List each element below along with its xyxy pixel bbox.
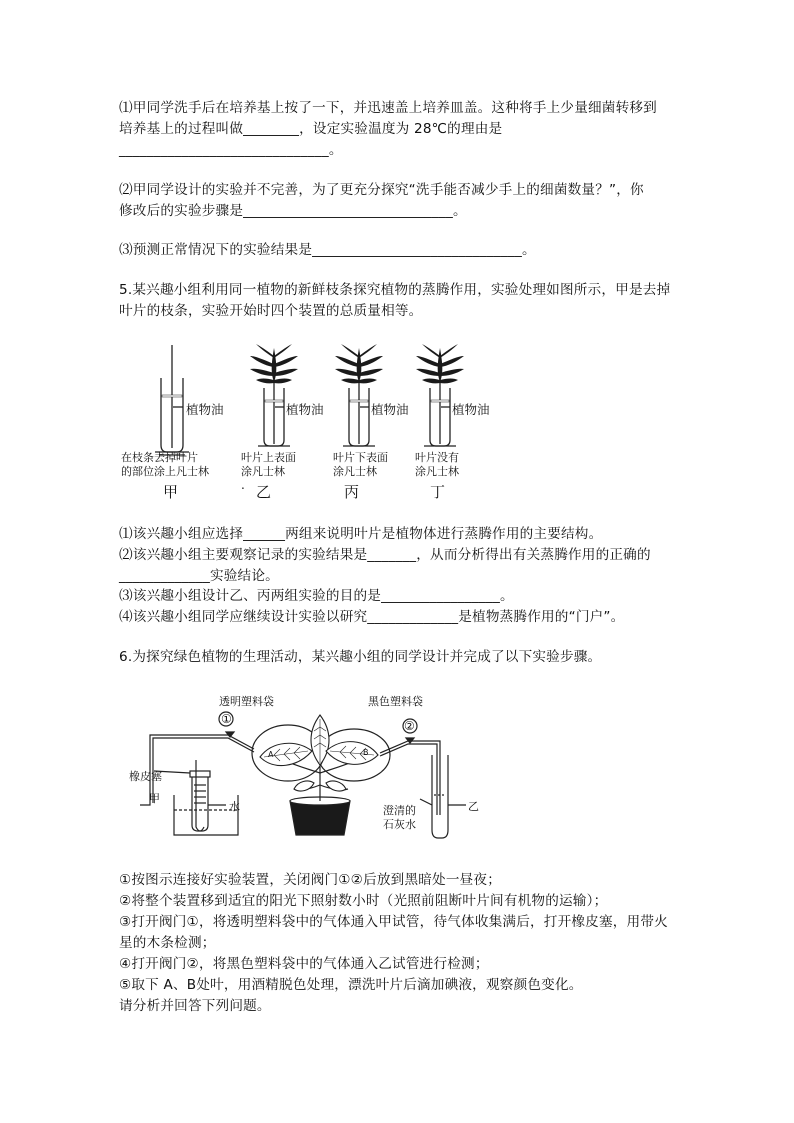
q5-sub-2b: _____________实验结论。 bbox=[119, 568, 279, 584]
label-bing: 丙 bbox=[344, 483, 360, 501]
caption-ding-2: 涂凡士林 bbox=[415, 465, 459, 478]
oil-label-bing: 植物油 bbox=[371, 402, 409, 417]
valve-2-label: ② bbox=[404, 719, 415, 733]
stopper-label: 橡皮塞 bbox=[129, 770, 162, 783]
photosynthesis-apparatus-figure bbox=[118, 685, 498, 845]
q6-step-3a: ③打开阀门①，将透明塑料袋中的气体通入甲试管，待气体收集满后，打开橡皮塞，用带火 bbox=[119, 914, 668, 930]
q5-intro-2: 叶片的枝条，实验开始时四个装置的总质量相等。 bbox=[119, 303, 423, 319]
clear-bag-label: 透明塑料袋 bbox=[219, 695, 274, 708]
oil-label-yi: 植物油 bbox=[286, 402, 324, 417]
q5-sub-1: ⑴该兴趣小组应选择______两组来说明叶片是植物体进行蒸腾作用的主要结构。 bbox=[119, 526, 603, 542]
q6-step-6: 请分析并回答下列问题。 bbox=[119, 998, 271, 1014]
caption-jia-1: 在枝条去掉叶片 bbox=[121, 451, 198, 464]
caption-yi-1: 叶片上表面 bbox=[241, 451, 296, 464]
q6-step-1: ①按图示连接好实验装置，关闭阀门①②后放到黑暗处一昼夜； bbox=[119, 872, 502, 888]
q4-line-4: ⑵甲同学设计的实验并不完善，为了更充分探究“洗手能否减少手上的细菌数量？”，你 bbox=[119, 182, 644, 198]
q6-intro: 6.为探究绿色植物的生理活动，某兴趣小组的同学设计并完成了以下实验步骤。 bbox=[119, 649, 602, 665]
black-bag-label: 黑色塑料袋 bbox=[368, 695, 423, 708]
caption-jia-2: 的部位涂上凡士林 bbox=[121, 465, 209, 478]
q5-intro-1: 5.某兴趣小组利用同一植物的新鲜枝条探究植物的蒸腾作用，实验处理如图所示，甲是去掉 bbox=[119, 282, 671, 298]
q6-step-5: ⑤取下 A、B处叶，用酒精脱色处理，漂洗叶片后滴加碘液，观察颜色变化。 bbox=[119, 977, 583, 993]
label-jia: 甲 bbox=[163, 483, 179, 501]
caption-bing-2: 涂凡士林 bbox=[333, 465, 377, 478]
valve-1-label: ① bbox=[221, 712, 232, 726]
q4-line-6: ⑶预测正常情况下的实验结果是______________________________。 bbox=[119, 242, 536, 258]
oil-label-jia: 植物油 bbox=[186, 402, 224, 417]
q6-step-2: ②将整个装置移到适宜的阳光下照射数小时（光照前阻断叶片间有机物的运输）； bbox=[119, 893, 608, 909]
q4-line-3: ______________________________。 bbox=[119, 142, 343, 158]
q5-sub-2a: ⑵该兴趣小组主要观察记录的实验结果是_______，从而分析得出有关蒸腾作用的正确的 bbox=[119, 547, 651, 563]
q5-sub-4: ⑷该兴趣小组同学应继续设计实验以研究_____________是植物蒸腾作用的“门户”。 bbox=[119, 609, 625, 625]
limewater-label-1: 澄清的 bbox=[383, 804, 416, 817]
label-yi: 乙 bbox=[256, 483, 272, 501]
q6-step-3b: 星的木条检测； bbox=[119, 935, 216, 951]
q4-line-5: 修改后的实验步骤是______________________________。 bbox=[119, 203, 467, 219]
caption-yi-2: 涂凡士林 bbox=[241, 465, 285, 478]
oil-label-ding: 植物油 bbox=[452, 402, 490, 417]
leaf-b-label: B bbox=[363, 748, 369, 757]
limewater-label-2: 石灰水 bbox=[383, 818, 416, 831]
q6-step-4: ④打开阀门②，将黑色塑料袋中的气体通入乙试管进行检测； bbox=[119, 956, 489, 972]
label-ding: 丁 bbox=[430, 483, 446, 501]
tube-jia-label: 甲 bbox=[149, 792, 160, 805]
tube-yi-label: 乙 bbox=[468, 800, 479, 813]
q5-sub-3: ⑶该兴趣小组设计乙、丙两组实验的目的是_________________。 bbox=[119, 588, 514, 604]
q4-line-2: 培养基上的过程叫做________，设定实验温度为 28℃的理由是 bbox=[119, 121, 503, 137]
stray-dot: . bbox=[241, 478, 245, 492]
leaf-a-label: A bbox=[268, 750, 274, 759]
caption-ding-1: 叶片没有 bbox=[415, 451, 459, 464]
water-label: 水 bbox=[229, 800, 240, 813]
q4-line-1: ⑴甲同学洗手后在培养基上按了一下，并迅速盖上培养皿盖。这种将手上少量细菌转移到 bbox=[119, 100, 657, 116]
caption-bing-1: 叶片下表面 bbox=[333, 451, 388, 464]
